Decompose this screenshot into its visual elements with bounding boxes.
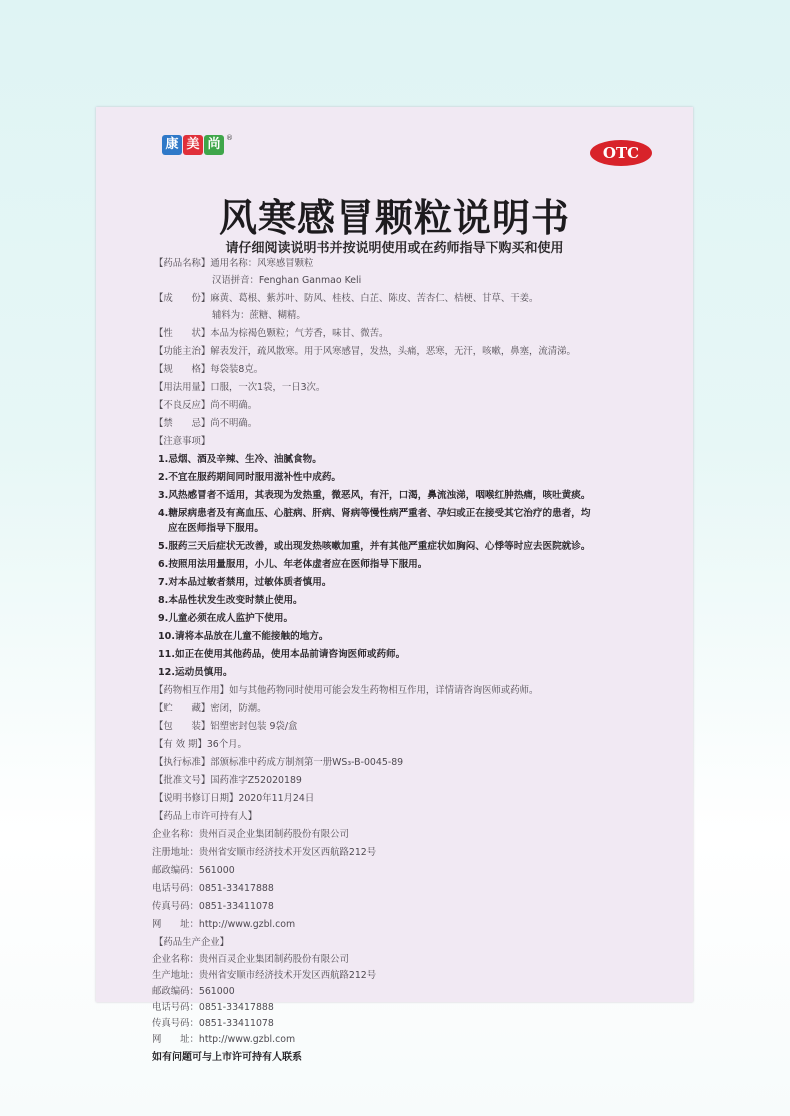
holder-website-line: 网 址：http://www.gzbl.com (152, 919, 296, 930)
otc-badge: OTC (590, 140, 652, 166)
precaution-item: 4.糖尿病患者及有高血压、心脏病、肝病、肾病等慢性病严重者、孕妇或正在接受其它治疗的患者，均 (158, 508, 591, 519)
precaution-item: 10.请将本品放在儿童不能接触的地方。 (158, 631, 329, 642)
indications-line: 【功能主治】解表发汗，疏风散寒。用于风寒感冒，发热，头痛，恶寒，无汗，咳嗽，鼻塞，流清涕。 (154, 346, 576, 357)
manufacturer-heading: 【药品生产企业】 (154, 937, 230, 948)
logo-char: 美 (183, 135, 203, 155)
precaution-item: 9.儿童必须在成人监护下使用。 (158, 613, 294, 624)
logo-char: 康 (162, 135, 182, 155)
standard-line: 【执行标准】部颁标准中药成方制剂第一册WS₃-B-0045-89 (154, 757, 404, 768)
contact-note: 如有问题可与上市许可持有人联系 (152, 1052, 302, 1063)
pinyin-line: 汉语拼音：Fenghan Ganmao Keli (212, 275, 362, 286)
shelf-life-line: 【有 效 期】36个月。 (154, 739, 247, 750)
revision-date-line: 【说明书修订日期】2020年11月24日 (154, 793, 315, 804)
precaution-item-continued: 应在医师指导下服用。 (168, 523, 264, 534)
precaution-item: 1.忌烟、酒及辛辣、生冷、油腻食物。 (158, 454, 322, 465)
holder-company-line: 企业名称：贵州百灵企业集团制药股份有限公司 (152, 829, 349, 840)
document-title: 风寒感冒颗粒说明书 (218, 196, 570, 240)
storage-line: 【贮 藏】密闭，防潮。 (154, 703, 267, 714)
interactions-line: 【药物相互作用】如与其他药物同时使用可能会发生药物相互作用，详情请咨询医师或药师。 (154, 685, 539, 696)
drug-name-line: 【药品名称】通用名称：风寒感冒颗粒 (154, 258, 314, 269)
manufacturer-fax-line: 传真号码：0851-33411078 (152, 1018, 274, 1029)
precaution-item: 7.对本品过敏者禁用，过敏体质者慎用。 (158, 577, 332, 588)
contraindications-line: 【禁 忌】尚不明确。 (154, 418, 258, 429)
precaution-item: 8.本品性状发生改变时禁止使用。 (158, 595, 303, 606)
precaution-item: 5.服药三天后症状无改善，或出现发热咳嗽加重，并有其他严重症状如胸闷、心悸等时应去医院就诊。 (158, 541, 591, 552)
dosage-line: 【用法用量】口服，一次1袋，一日3次。 (154, 382, 326, 393)
adverse-reactions-line: 【不良反应】尚不明确。 (154, 400, 258, 411)
instruction-sheet (96, 107, 693, 1063)
precautions-heading: 【注意事项】 (154, 436, 211, 447)
license-holder-heading: 【药品上市许可持有人】 (154, 811, 258, 822)
excipients-line: 辅料为：蔗糖、糊精。 (212, 310, 306, 321)
approval-number-line: 【批准文号】国药准字Z52020189 (154, 775, 302, 786)
registered-mark: ® (226, 134, 233, 142)
precaution-item: 2.不宜在服药期间同时服用滋补性中成药。 (158, 472, 342, 483)
specification-line: 【规 格】每袋装8克。 (154, 364, 264, 375)
appearance-line: 【性 状】本品为棕褐色颗粒；气芳香，味甘、微苦。 (154, 328, 389, 339)
holder-address-line: 注册地址：贵州省安顺市经济技术开发区西航路212号 (152, 847, 377, 858)
holder-postcode-line: 邮政编码：561000 (152, 865, 235, 876)
holder-phone-line: 电话号码：0851-33417888 (152, 883, 274, 894)
precaution-item: 6.按照用法用量服用，小儿、年老体虚者应在医师指导下服用。 (158, 559, 428, 570)
manufacturer-postcode-line: 邮政编码：561000 (152, 986, 235, 997)
precaution-item: 3.风热感冒者不适用，其表现为发热重，微恶风，有汗，口渴，鼻流浊涕，咽喉红肿热痛，咳吐黄痰。 (158, 490, 591, 501)
document-subtitle: 请仔细阅读说明书并按说明使用或在药师指导下购买和使用 (225, 241, 564, 256)
holder-fax-line: 传真号码：0851-33411078 (152, 901, 274, 912)
manufacturer-phone-line: 电话号码：0851-33417888 (152, 1002, 274, 1013)
manufacturer-website-line: 网 址：http://www.gzbl.com (152, 1034, 296, 1045)
logo-char: 尚 (204, 135, 224, 155)
packaging-line: 【包 装】铝塑密封包装 9袋/盒 (154, 721, 298, 732)
precaution-item: 11.如正在使用其他药品，使用本品前请咨询医师或药师。 (158, 649, 406, 660)
precaution-item: 12.运动员慎用。 (158, 667, 233, 678)
manufacturer-company-line: 企业名称：贵州百灵企业集团制药股份有限公司 (152, 954, 349, 965)
manufacturer-address-line: 生产地址：贵州省安顺市经济技术开发区西航路212号 (152, 970, 377, 981)
ingredients-line: 【成 份】麻黄、葛根、紫苏叶、防风、桂枝、白芷、陈皮、苦杏仁、桔梗、甘草、干姜。 (154, 293, 539, 304)
brand-logo (162, 134, 233, 156)
